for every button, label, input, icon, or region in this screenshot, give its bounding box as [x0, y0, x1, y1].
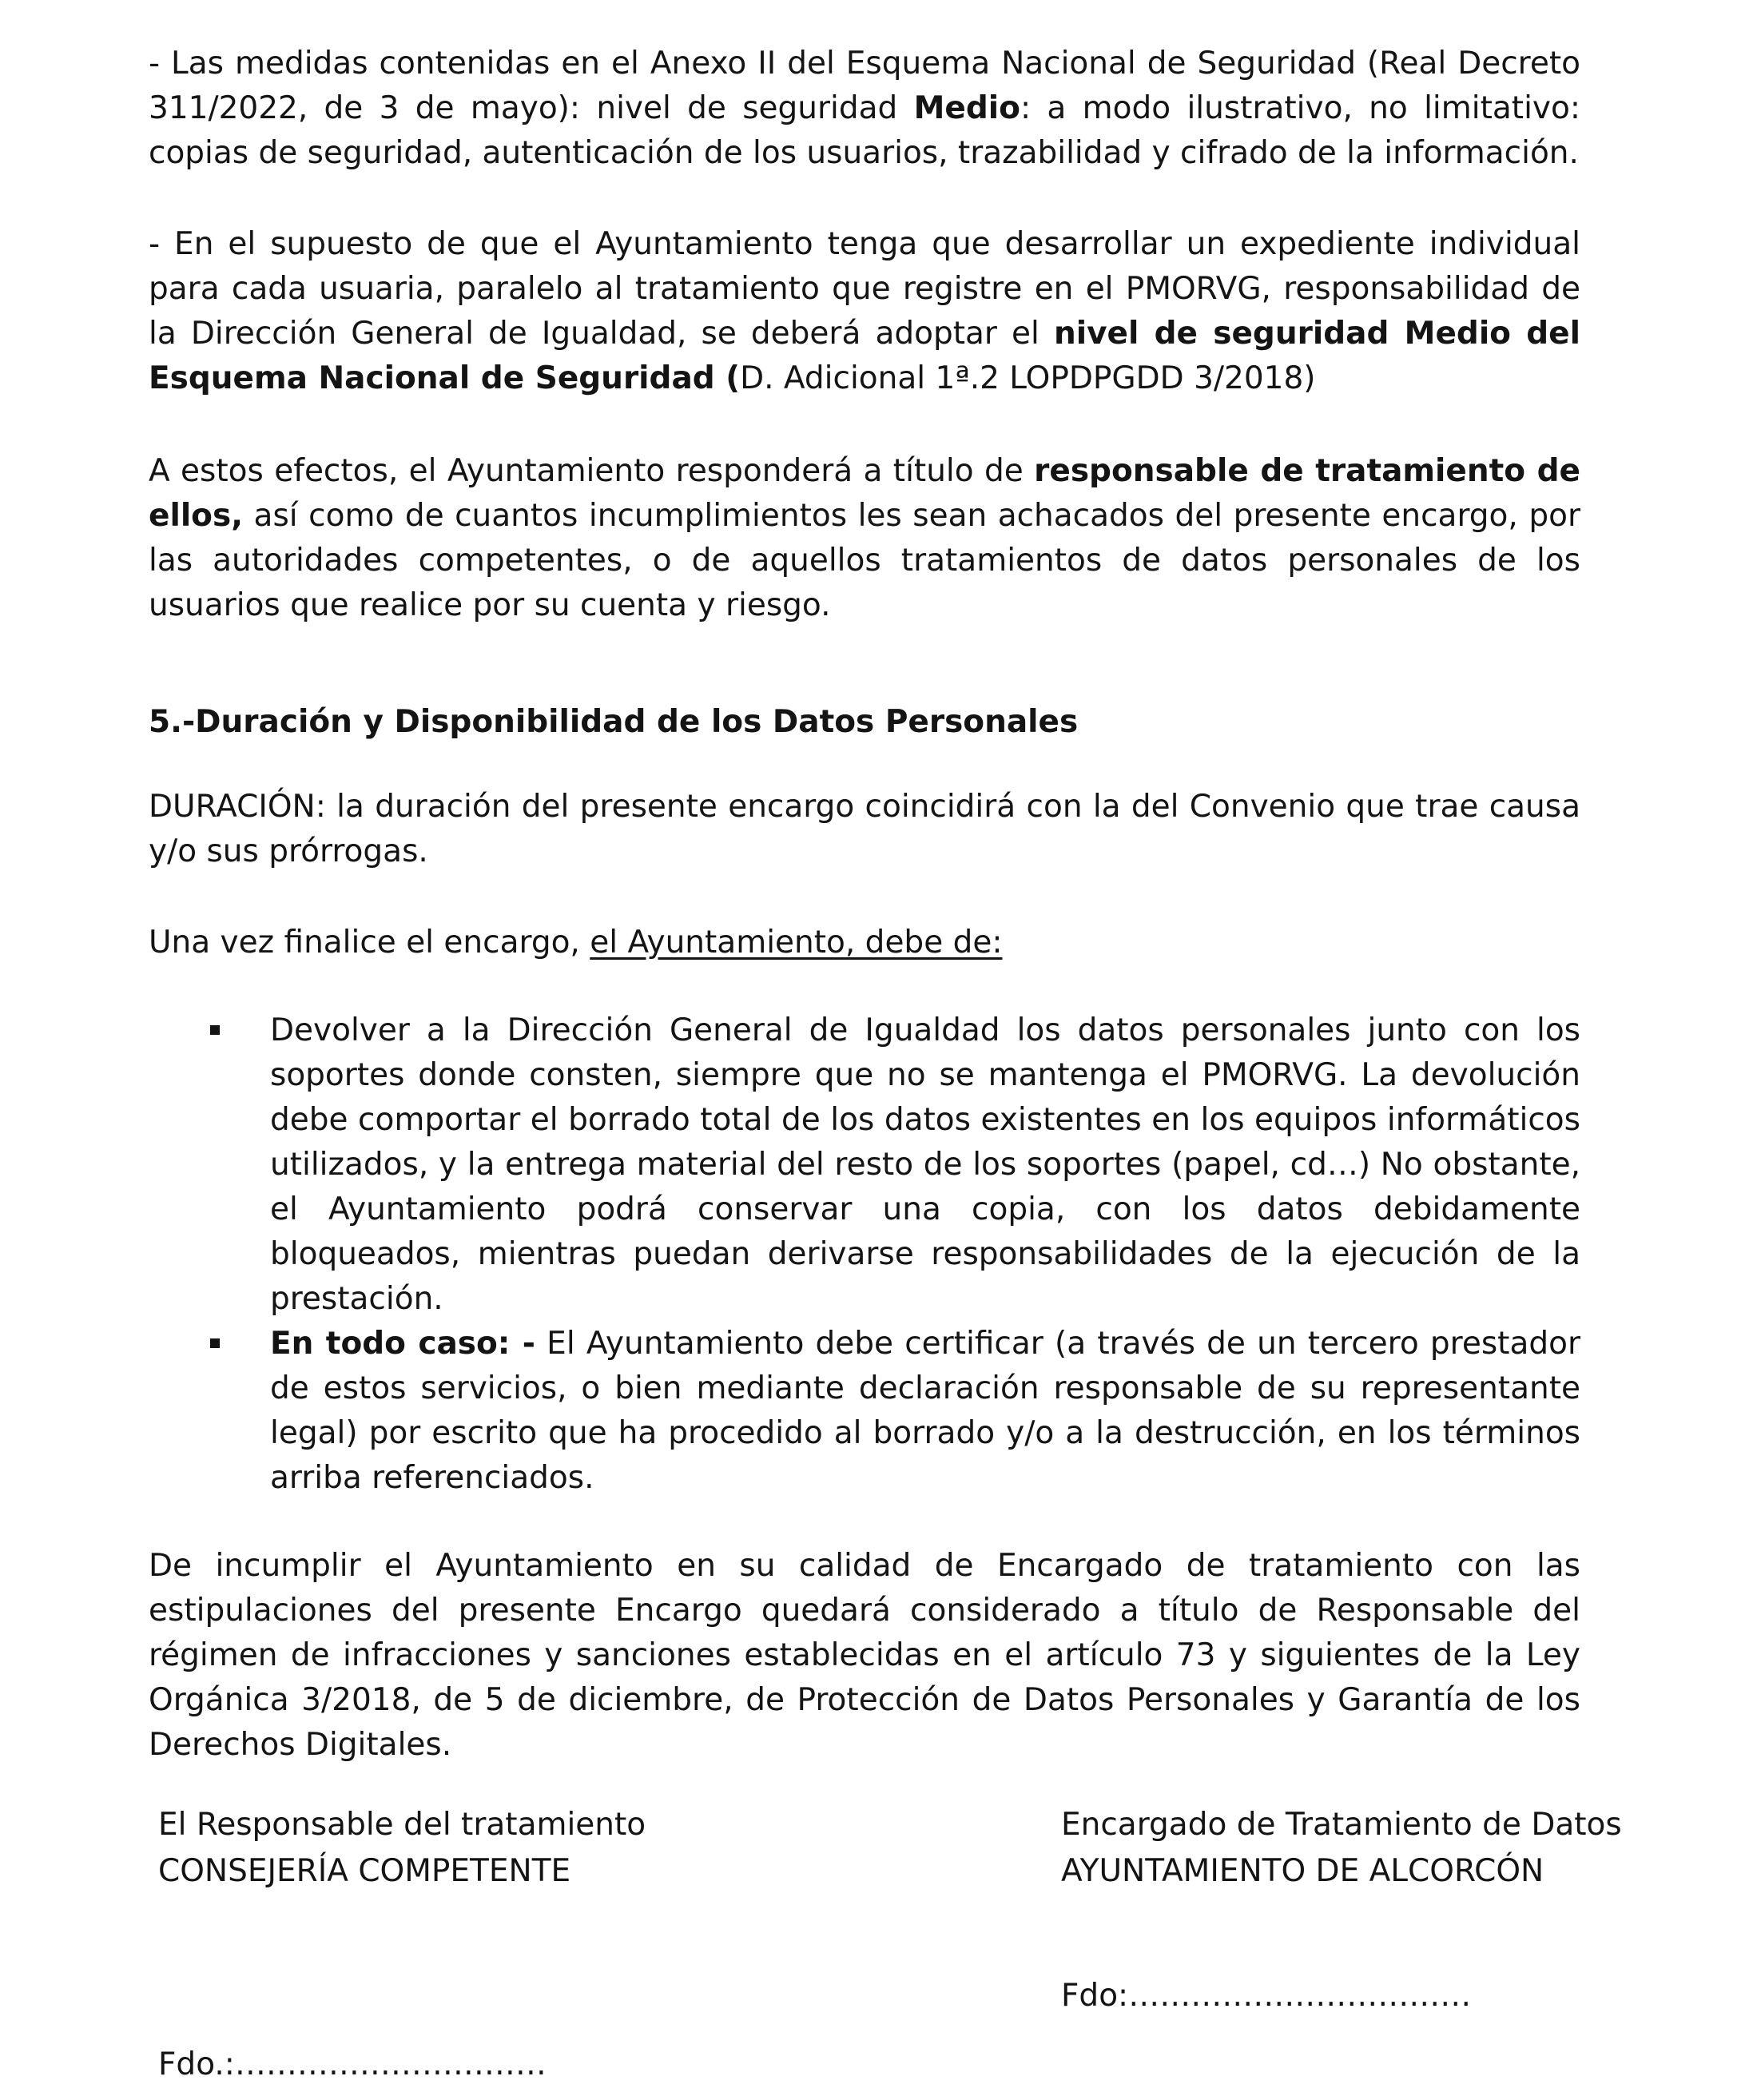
signature-right-role: Encargado de Tratamiento de Datos	[1061, 1807, 1622, 1843]
paragraph-responsibility	[149, 449, 1580, 628]
paragraph-text: así como de cuantos incumplimientos les sean achacados del presente encargo, por las autoridades competentes, o de aquellos tratamientos de datos personales de los usuarios que realice por su cuenta y riesgo.	[149, 498, 1580, 623]
paragraph-text: : a modo ilustrativo, no limitativo: copias de seguridad, autenticación de los usuarios, trazabilidad y cifrado de la información.	[149, 90, 1580, 171]
paragraph-individual-file	[149, 222, 1580, 401]
list-item	[204, 1008, 1580, 1322]
paragraph-duration: DURACIÓN: la duración del presente encargo coincidirá con la del Convenio que trae causa y/o sus prórrogas.	[149, 789, 1580, 869]
paragraph-text: - En el supuesto de que el Ayuntamiento tenga que desarrollar un expediente individual para cada usuaria, paralelo al tratamiento que registre en el PMORVG, responsabilidad de la Dirección General de Igualdad, se deberá adoptar el	[149, 226, 1580, 352]
paragraph-ens-measures	[149, 42, 1580, 176]
list-item-text: Devolver a la Dirección General de Igualdad los datos personales junto con los soportes donde consten, siempre que no se mantenga el PMORVG. La devolución debe comportar el borrado total de los datos existentes en los equipos informáticos utilizados, y la entrega material del resto de los soportes (papel, cd…) No obstante, el Ayuntamiento podrá conservar una copia, con los datos debidamente bloqueados, mientras puedan derivarse responsabilidades de la ejecución de la prestación.	[270, 1012, 1580, 1317]
paragraph-bold-text: nivel de seguridad Medio del Esquema Nacional de Seguridad (	[149, 316, 1580, 396]
paragraph-closing: De incumplir el Ayuntamiento en su calidad de Encargado de tratamiento con las estipulaciones del presente Encargo quedará considerado a título de Responsable del régimen de infracciones y sanciones establecidas en el artículo 73 y siguientes de la Ley Orgánica 3/2018, de 5 de diciembre, de Protección de Datos Personales y Garantía de los Derechos Digitales.	[149, 1548, 1580, 1763]
signature-right-entity: AYUNTAMIENTO DE ALCORCÓN	[1061, 1853, 1544, 1889]
square-bullet-icon	[210, 1025, 220, 1035]
list-item-text: El Ayuntamiento debe certificar (a través de un tercero prestador de estos servicios, o bien mediante declaración responsable de su representante legal) por escrito que ha procedido al borrado y/o a la destrucción, en los términos arriba referenciados.	[270, 1326, 1580, 1496]
paragraph-text: Una vez finalice el encargo,	[149, 925, 590, 961]
square-bullet-icon	[210, 1338, 220, 1348]
signature-left-fdo: Fdo.:…………………………	[158, 2046, 547, 2082]
paragraph-end-of-contract	[149, 921, 1580, 965]
signature-left-role: El Responsable del tratamiento	[158, 1807, 646, 1843]
list-item-bold-text: En todo caso: -	[270, 1326, 535, 1362]
paragraph-text: A estos efectos, el Ayuntamiento responderá a título de	[149, 453, 1035, 489]
section-heading: 5.-Duración y Disponibilidad de los Datos Personales	[149, 704, 1079, 740]
paragraph-text: - Las medidas contenidas en el Anexo II del Esquema Nacional de Seguridad (Real Decreto 311/2022, de 3 de mayo): nivel de seguridad	[149, 46, 1580, 126]
obligations-list	[204, 1008, 1580, 1501]
signature-right-fdo: Fdo:……………………………	[1061, 1978, 1472, 2014]
list-item	[204, 1322, 1580, 1501]
paragraph-text: D. Adicional 1ª.2 LOPDPGDD 3/2018)	[740, 360, 1316, 396]
paragraph-bold-text: responsable de tratamiento de ellos,	[149, 453, 1581, 534]
signature-left-entity: CONSEJERÍA COMPETENTE	[158, 1853, 571, 1889]
paragraph-bold-text: Medio	[913, 90, 1020, 126]
underlined-text: el Ayuntamiento, debe de:	[590, 925, 1003, 961]
